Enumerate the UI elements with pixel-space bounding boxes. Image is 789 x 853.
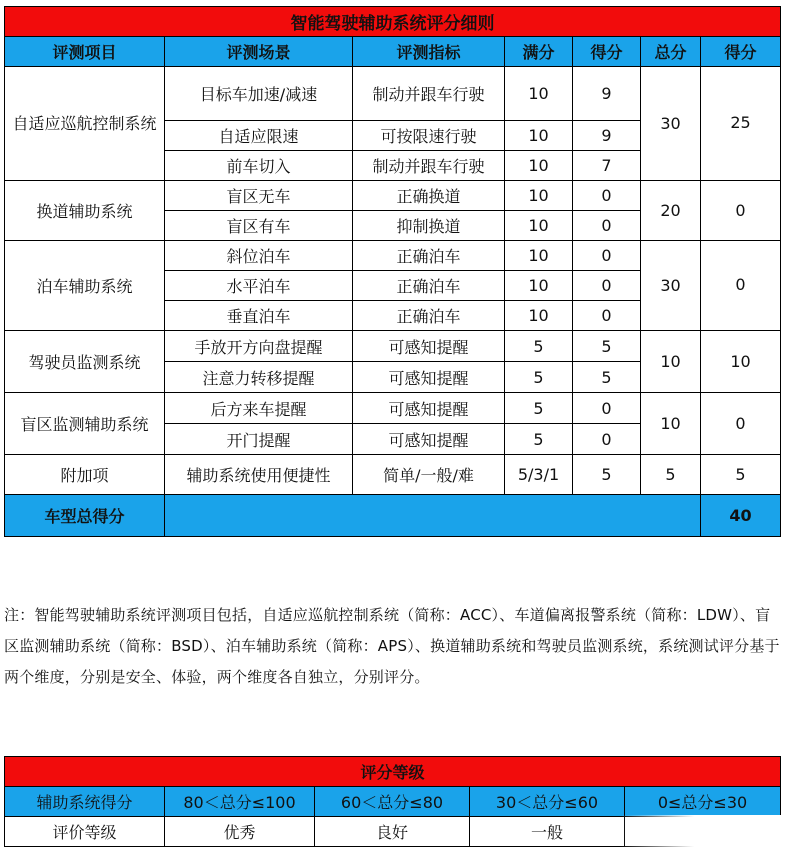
full-score-cell: 10 — [505, 271, 573, 301]
score-cell: 0 — [573, 424, 641, 455]
score-table-title: 智能驾驶辅助系统评分细则 — [5, 7, 781, 37]
system-name-parking: 泊车辅助系统 — [5, 241, 165, 331]
extra-total: 5 — [641, 455, 701, 495]
full-score-cell: 5 — [505, 331, 573, 362]
header-item: 评测项目 — [5, 37, 165, 67]
extra-final-score: 5 — [701, 455, 781, 495]
score-cell: 5 — [573, 331, 641, 362]
scene-cell: 注意力转移提醒 — [165, 362, 353, 393]
grade-range: 0≤总分≤30 — [625, 787, 781, 817]
score-cell: 5 — [573, 362, 641, 393]
metric-cell: 正确泊车 — [353, 271, 505, 301]
grade-value: 一般 — [470, 817, 625, 847]
system-total-acc: 30 — [641, 67, 701, 181]
scene-cell: 盲区有车 — [165, 211, 353, 241]
full-score-cell: 10 — [505, 67, 573, 121]
header-score: 得分 — [573, 37, 641, 67]
metric-cell: 可感知提醒 — [353, 362, 505, 393]
metric-cell: 可感知提醒 — [353, 393, 505, 424]
grand-total-label: 车型总得分 — [5, 495, 165, 537]
header-metric: 评测指标 — [353, 37, 505, 67]
header-total: 总分 — [641, 37, 701, 67]
full-score-cell: 10 — [505, 121, 573, 151]
extra-metric: 简单/一般/难 — [353, 455, 505, 495]
extra-scene: 辅助系统使用便捷性 — [165, 455, 353, 495]
metric-cell: 正确换道 — [353, 181, 505, 211]
score-cell: 0 — [573, 301, 641, 331]
metric-cell: 正确泊车 — [353, 301, 505, 331]
grand-total-spacer — [165, 495, 701, 537]
watermark-fade — [620, 815, 785, 851]
system-score-acc: 25 — [701, 67, 781, 181]
scene-cell: 盲区无车 — [165, 181, 353, 211]
metric-cell: 制动并跟车行驶 — [353, 151, 505, 181]
system-total-lane-change: 20 — [641, 181, 701, 241]
extra-full-score: 5/3/1 — [505, 455, 573, 495]
grade-range: 60＜总分≤80 — [315, 787, 470, 817]
score-cell: 9 — [573, 121, 641, 151]
score-cell: 0 — [573, 211, 641, 241]
score-cell: 0 — [573, 393, 641, 424]
full-score-cell: 10 — [505, 241, 573, 271]
scene-cell: 斜位泊车 — [165, 241, 353, 271]
score-table — [4, 6, 781, 537]
full-score-cell: 5 — [505, 362, 573, 393]
grade-value: 良好 — [315, 817, 470, 847]
full-score-cell: 10 — [505, 151, 573, 181]
metric-cell: 抑制换道 — [353, 211, 505, 241]
metric-cell: 可感知提醒 — [353, 424, 505, 455]
score-cell: 0 — [573, 241, 641, 271]
metric-cell: 可按限速行驶 — [353, 121, 505, 151]
metric-cell: 制动并跟车行驶 — [353, 67, 505, 121]
system-name-acc: 自适应巡航控制系统 — [5, 67, 165, 181]
extra-score: 5 — [573, 455, 641, 495]
score-cell: 7 — [573, 151, 641, 181]
full-score-cell: 10 — [505, 301, 573, 331]
system-total-parking: 30 — [641, 241, 701, 331]
system-score-parking: 0 — [701, 241, 781, 331]
metric-cell: 可感知提醒 — [353, 331, 505, 362]
system-name-lane-change: 换道辅助系统 — [5, 181, 165, 241]
scene-cell: 目标车加速/减速 — [165, 67, 353, 121]
system-name-driver-monitoring: 驾驶员监测系统 — [5, 331, 165, 393]
system-score-blind-spot: 0 — [701, 393, 781, 455]
header-full-score: 满分 — [505, 37, 573, 67]
extra-item-name: 附加项 — [5, 455, 165, 495]
system-score-lane-change: 0 — [701, 181, 781, 241]
grade-range: 80＜总分≤100 — [165, 787, 315, 817]
system-name-blind-spot: 盲区监测辅助系统 — [5, 393, 165, 455]
grade-table-title: 评分等级 — [5, 757, 781, 787]
grade-value: 优秀 — [165, 817, 315, 847]
full-score-cell: 5 — [505, 424, 573, 455]
header-scene: 评测场景 — [165, 37, 353, 67]
metric-cell: 正确泊车 — [353, 241, 505, 271]
system-total-blind-spot: 10 — [641, 393, 701, 455]
scene-cell: 垂直泊车 — [165, 301, 353, 331]
scene-cell: 水平泊车 — [165, 271, 353, 301]
grade-range: 30＜总分≤60 — [470, 787, 625, 817]
score-cell: 0 — [573, 181, 641, 211]
scene-cell: 手放开方向盘提醒 — [165, 331, 353, 362]
scene-cell: 自适应限速 — [165, 121, 353, 151]
system-total-driver-monitoring: 10 — [641, 331, 701, 393]
full-score-cell: 10 — [505, 211, 573, 241]
scene-cell: 开门提醒 — [165, 424, 353, 455]
score-cell: 9 — [573, 67, 641, 121]
full-score-cell: 10 — [505, 181, 573, 211]
system-score-driver-monitoring: 10 — [701, 331, 781, 393]
full-score-cell: 5 — [505, 393, 573, 424]
scene-cell: 后方来车提醒 — [165, 393, 353, 424]
note-paragraph: 注：智能驾驶辅助系统评测项目包括，自适应巡航控制系统（简称：ACC）、车道偏离报警系统（简称：LDW）、盲区监测辅助系统（简称：BSD）、泊车辅助系统（简称：APS）、换道辅助系统和驾驶员监测系统，系统测试评分基于两个维度，分别是安全、体验，两个维度各自独立，分别评分。 — [4, 606, 780, 686]
grade-header-label: 辅助系统得分 — [5, 787, 165, 817]
header-final-score: 得分 — [701, 37, 781, 67]
grand-total-value: 40 — [701, 495, 781, 537]
score-cell: 0 — [573, 271, 641, 301]
scene-cell: 前车切入 — [165, 151, 353, 181]
grade-row-label: 评价等级 — [5, 817, 165, 847]
